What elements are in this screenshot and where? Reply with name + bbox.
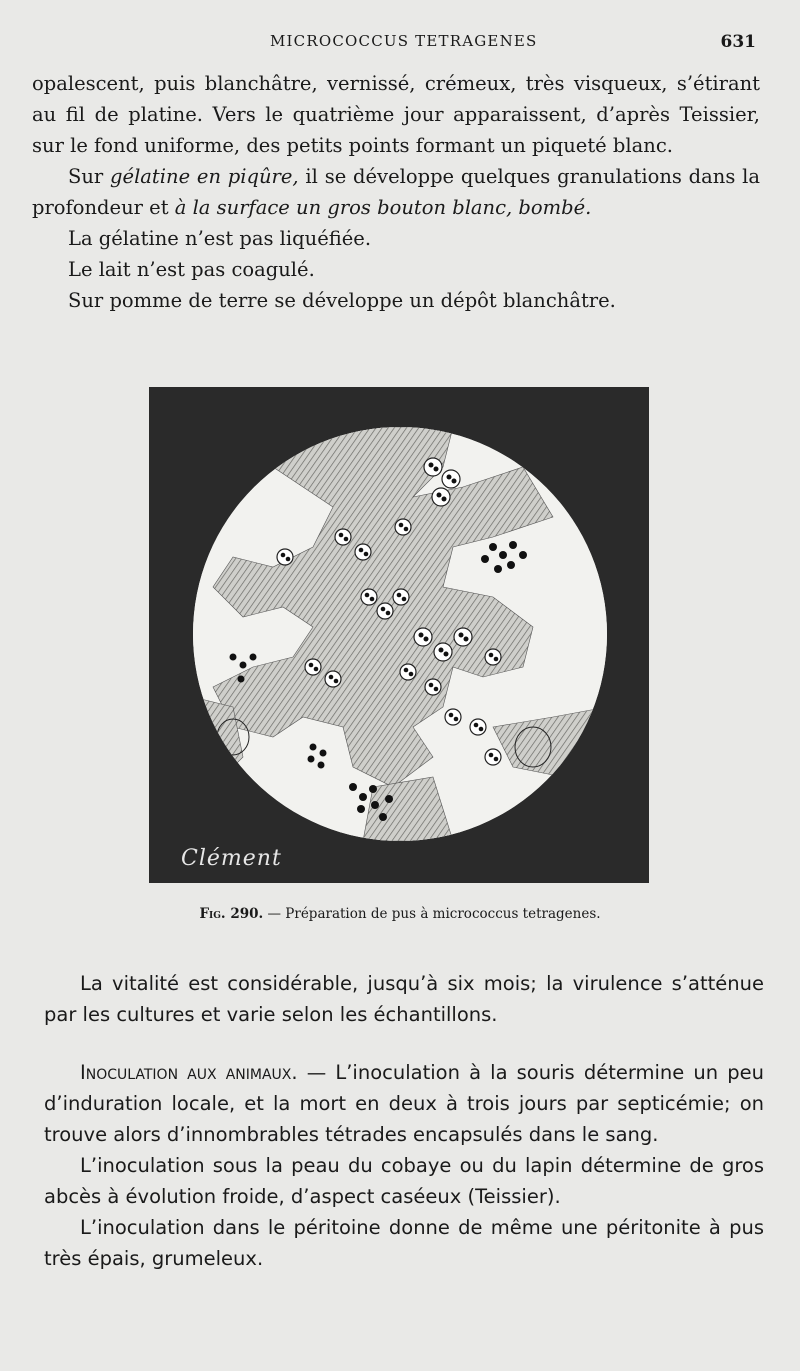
top-text-block bbox=[32, 68, 760, 316]
pus-cells-drawing bbox=[193, 427, 607, 841]
paragraph-gelatine-piqure bbox=[32, 161, 760, 223]
caption-text: — Préparation de pus à micrococcus tetragenes. bbox=[263, 906, 601, 922]
caption-figure-label: Fig. 290. bbox=[199, 906, 264, 922]
text-run: — L’inoculation à la souris détermine un peu d’induration locale, et la mort en deux à trois jours par septicémie; on trouve alors d’innombrables tétrades encapsulés dans le sang. bbox=[44, 1061, 765, 1146]
paragraph-inoculation-souris bbox=[44, 1057, 764, 1150]
paragraph-lait: Le lait n’est pas coagulé. bbox=[68, 258, 315, 281]
bottom-text-block bbox=[44, 968, 764, 1274]
emphasis-gelatine: gélatine en piqûre, bbox=[110, 165, 299, 188]
section-heading-inoculation: Inoculation aux animaux. bbox=[80, 1061, 298, 1084]
running-title: MICROCOCCUS TETRAGENES bbox=[270, 32, 538, 50]
paragraph-culture-description: opalescent, puis blanchâtre, vernissé, crémeux, très visqueux, s’étirant au fil de platine. Vers le quatrième jour apparaissent, d’après Teissier, sur le fond uniforme, des petits points formant un piqueté blanc. bbox=[32, 72, 760, 157]
paragraph-vitalite: La vitalité est considérable, jusqu’à six mois; la virulence s’atténue par les cultures et varie selon les échantillons. bbox=[44, 972, 764, 1026]
page-number: 631 bbox=[720, 32, 756, 52]
engraver-signature: Clément bbox=[181, 846, 282, 871]
paragraph-spacer bbox=[44, 1030, 764, 1057]
paragraph-gelatine-liquefiee: La gélatine n’est pas liquéfiée. bbox=[68, 227, 372, 250]
emphasis-surface: à la surface un gros bouton blanc, bombé. bbox=[174, 196, 592, 219]
page-header bbox=[0, 32, 800, 56]
figure-290-engraving bbox=[149, 387, 649, 883]
paragraph-inoculation-peritoine: L’inoculation dans le péritoine donne de même une péritonite à pus très épais, grumeleux. bbox=[44, 1216, 764, 1270]
text-run: Sur bbox=[68, 165, 111, 188]
text-run: il se développe quelques granulations dans la profondeur et bbox=[32, 165, 761, 219]
microscope-field-illustration bbox=[193, 427, 607, 841]
paragraph-inoculation-cobaye: L’inoculation sous la peau du cobaye ou du lapin détermine de gros abcès à évolution froide, d’aspect caséeux (Teissier). bbox=[44, 1154, 764, 1208]
paragraph-pomme-de-terre: Sur pomme de terre se développe un dépôt blanchâtre. bbox=[68, 289, 616, 312]
figure-caption bbox=[0, 906, 800, 922]
